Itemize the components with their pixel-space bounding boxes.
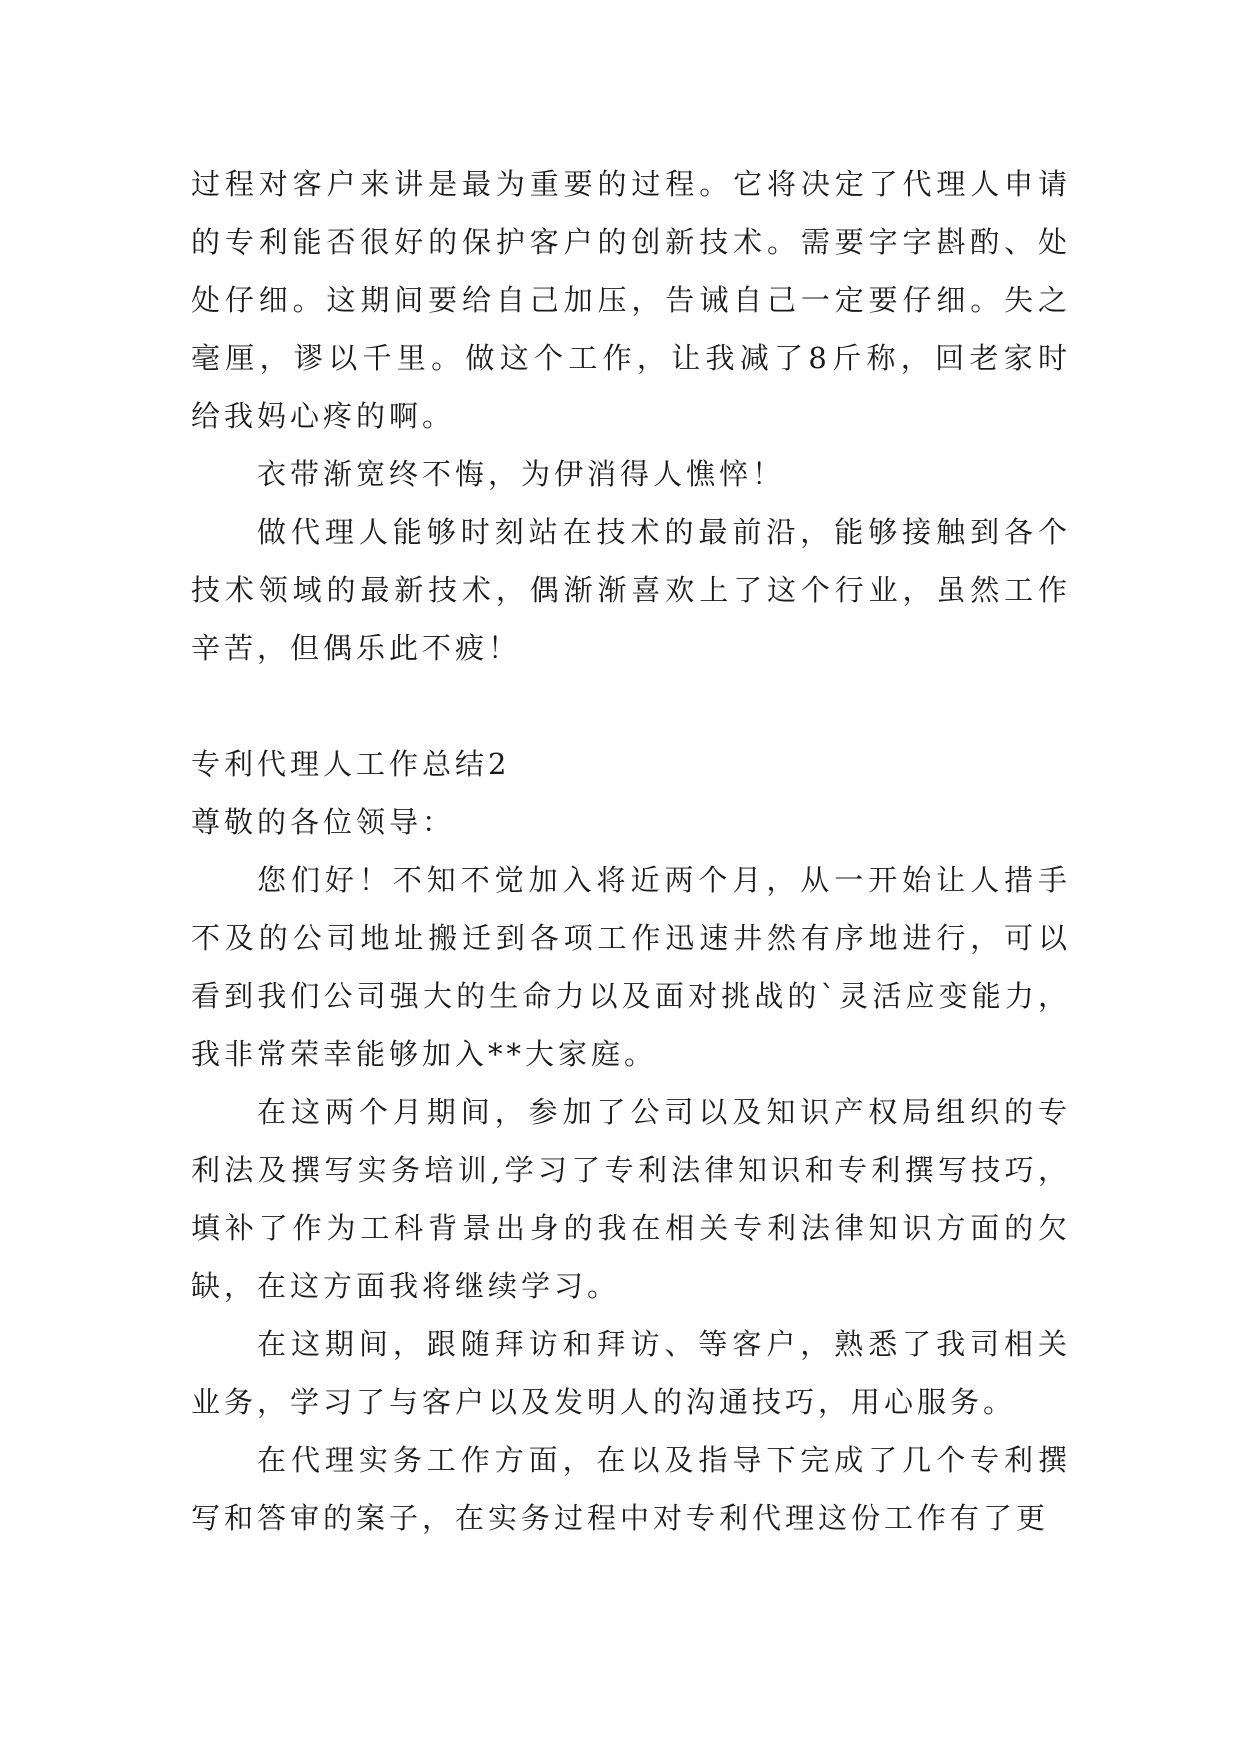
section-spacer (191, 677, 1071, 735)
salutation: 尊敬的各位领导： (191, 805, 456, 839)
paragraph: 您们好！不知不觉加入将近两个月，从一开始让人措手不及的公司地址搬迁到各项工作迅速井然有序地进行，可以看到我们公司强大的生命力以及面对挑战的`灵活应变能力，我非常荣幸能够加入**大家庭。 (191, 863, 1071, 1071)
section-title: 专利代理人工作总结2 (191, 747, 511, 781)
paragraph: 衣带渐宽终不悔，为伊消得人憔悴！ (257, 457, 786, 491)
document-body (191, 155, 1071, 1547)
paragraph: 在这两个月期间，参加了公司以及知识产权局组织的专利法及撰写实务培训,学习了专利法律知识和专利撰写技巧，填补了作为工科背景出身的我在相关专利法律知识方面的欠缺，在这方面我将继续学习。 (191, 1095, 1071, 1303)
paragraph: 过程对客户来讲是最为重要的过程。它将决定了代理人申请的专利能否很好的保护客户的创新技术。需要字字斟酌、处处仔细。这期间要给自己加压，告诫自己一定要仔细。失之毫厘，谬以千里。做这个工作，让我减了8斤称，回老家时给我妈心疼的啊。 (191, 167, 1071, 433)
paragraph: 在代理实务工作方面，在以及指导下完成了几个专利撰写和答审的案子，在实务过程中对专利代理这份工作有了更 (191, 1443, 1071, 1535)
paragraph: 在这期间，跟随拜访和拜访、等客户，熟悉了我司相关业务，学习了与客户以及发明人的沟通技巧，用心服务。 (191, 1327, 1071, 1419)
paragraph: 做代理人能够时刻站在技术的最前沿，能够接触到各个技术领域的最新技术，偶渐渐喜欢上了这个行业，虽然工作辛苦，但偶乐此不疲！ (191, 515, 1071, 665)
